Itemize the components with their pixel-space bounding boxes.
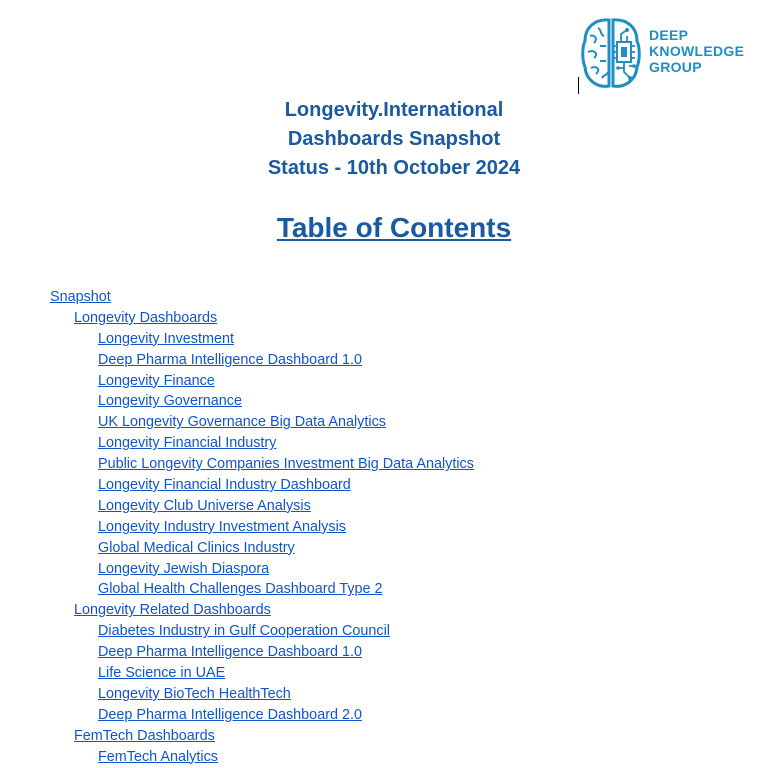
- toc-item: [50, 454, 474, 475]
- toc-link[interactable]: Public Longevity Companies Investment Big Data Analytics: [98, 456, 474, 473]
- toc-item: [50, 747, 474, 768]
- toc-link[interactable]: Longevity Financial Industry: [98, 435, 277, 452]
- logo-line-2: KNOWLEDGE: [649, 43, 745, 59]
- logo-line-3: GROUP: [649, 59, 702, 75]
- toc-item: [50, 600, 474, 621]
- toc-link[interactable]: Longevity BioTech HealthTech: [98, 685, 291, 702]
- toc-item: [50, 579, 474, 600]
- document-title: [0, 96, 768, 183]
- brain-circuit-icon: [580, 16, 642, 90]
- toc-item: [50, 621, 474, 642]
- toc-item: [50, 705, 474, 726]
- title-line-2: Dashboards Snapshot: [287, 128, 501, 150]
- toc-heading: Table of Contents: [276, 212, 512, 243]
- company-logo: [580, 14, 745, 94]
- toc-link[interactable]: Snapshot: [50, 289, 111, 305]
- title-line-3: Status - 10th October 2024: [267, 157, 521, 179]
- toc-item: [50, 663, 474, 684]
- toc-link[interactable]: Longevity Related Dashboards: [74, 602, 271, 619]
- toc-item: [50, 642, 474, 663]
- toc-link[interactable]: FemTech Dashboards: [74, 727, 215, 744]
- toc-item: [50, 475, 474, 496]
- toc-link[interactable]: UK Longevity Governance Big Data Analytics: [98, 414, 386, 431]
- toc-link[interactable]: FemTech Analytics: [98, 748, 218, 765]
- text-cursor: [578, 77, 579, 94]
- toc-item: [50, 559, 474, 580]
- toc-item: [50, 308, 474, 329]
- toc-item: [50, 371, 474, 392]
- toc-item: [50, 433, 474, 454]
- logo-wordmark: [649, 27, 744, 75]
- toc-link[interactable]: Longevity Jewish Diaspora: [98, 560, 270, 577]
- toc-link[interactable]: Deep Pharma Intelligence Dashboard 1.0: [98, 351, 362, 368]
- toc-link[interactable]: Longevity Club Universe Analysis: [98, 497, 311, 514]
- toc-link[interactable]: Longevity Governance: [98, 393, 242, 410]
- toc-link[interactable]: Deep Pharma Intelligence Dashboard 1.0: [98, 644, 362, 661]
- title-line-1: Longevity.International: [284, 99, 504, 121]
- toc-link[interactable]: Life Science in UAE: [98, 665, 226, 682]
- logo-line-1: DEEP: [649, 27, 689, 43]
- toc-link[interactable]: Longevity Financial Industry Dashboard: [98, 477, 351, 494]
- toc-link[interactable]: Deep Pharma Intelligence Dashboard 2.0: [98, 706, 362, 723]
- table-of-contents: [50, 287, 474, 767]
- toc-link[interactable]: Longevity Investment: [98, 330, 234, 347]
- toc-item: [50, 684, 474, 705]
- toc-item: [50, 517, 474, 538]
- toc-item: [50, 538, 474, 559]
- toc-link[interactable]: Global Medical Clinics Industry: [98, 539, 295, 556]
- toc-item: [50, 496, 474, 517]
- toc-item: [50, 726, 474, 747]
- toc-item: [50, 350, 474, 371]
- toc-item: [50, 412, 474, 433]
- toc-link[interactable]: Longevity Industry Investment Analysis: [98, 518, 346, 535]
- toc-item: [50, 329, 474, 350]
- toc-link[interactable]: Longevity Finance: [98, 372, 215, 389]
- toc-link[interactable]: Diabetes Industry in Gulf Cooperation Council: [98, 623, 390, 640]
- toc-link[interactable]: Longevity Dashboards: [74, 309, 218, 326]
- toc-item: [50, 391, 474, 412]
- toc-link[interactable]: Global Health Challenges Dashboard Type 2: [98, 581, 383, 598]
- toc-item: [50, 287, 474, 308]
